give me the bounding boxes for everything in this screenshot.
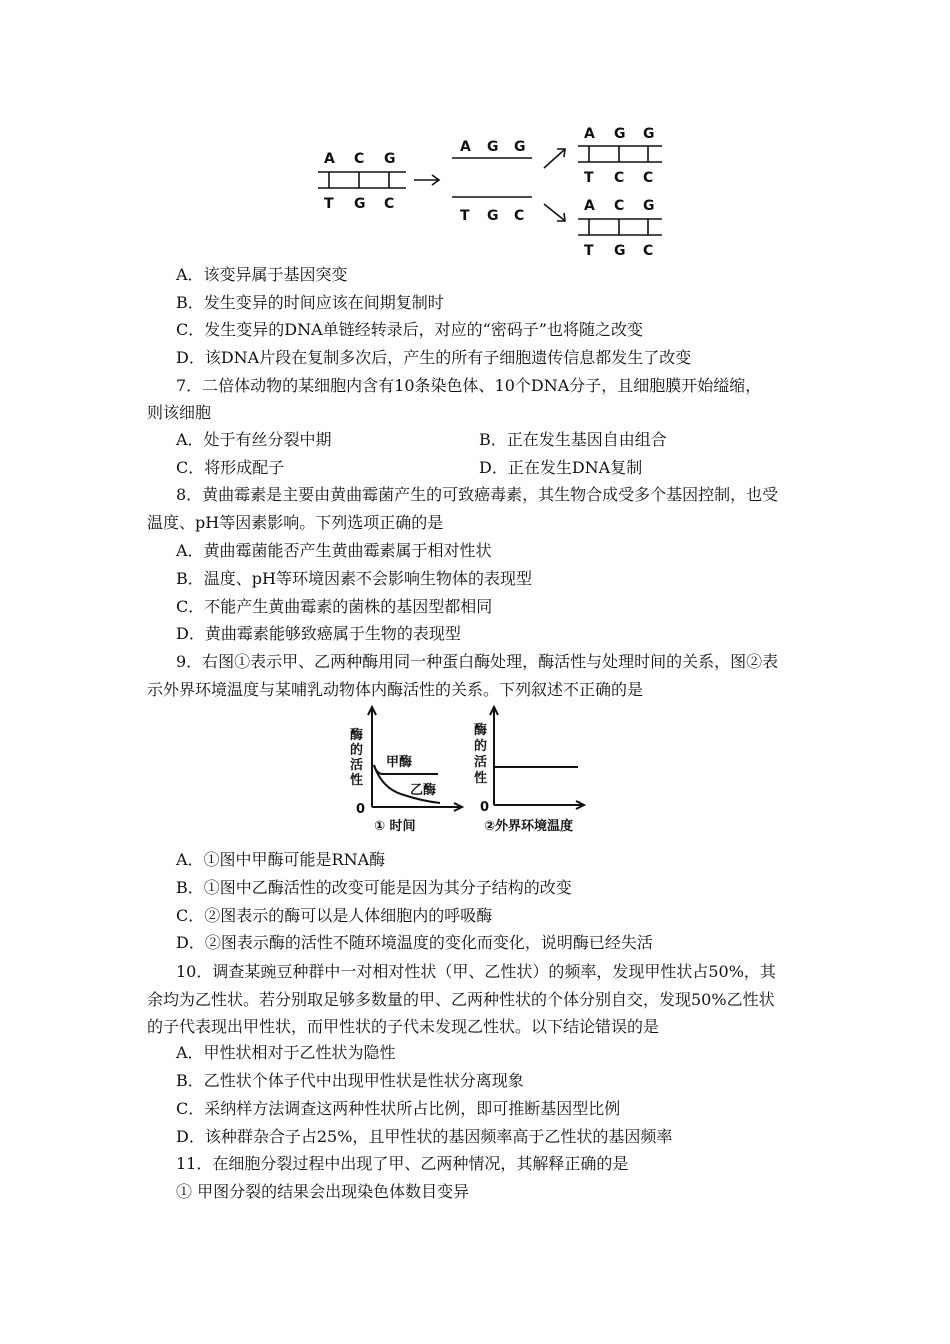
- q6-option-d: D．该DNA片段在复制多次后，产生的所有子细胞遗传信息都发生了改变: [176, 348, 692, 367]
- base-label: A: [324, 151, 335, 167]
- enzyme-activity-temperature-graph: [474, 703, 609, 835]
- base-label: G: [384, 151, 396, 167]
- q9-option-c: C．②图表示的酶可以是人体细胞内的呼吸酶: [176, 906, 493, 925]
- q10-stem: 10．调查某豌豆种群中一对相对性状（甲、乙性状）的频率，发现甲性状占50%，其: [176, 962, 776, 981]
- curve-label-yi: 乙酶: [410, 783, 437, 798]
- y-axis-label: 酶: [350, 728, 364, 743]
- q7-option-a: A．处于有丝分裂中期: [176, 430, 332, 449]
- base-label: C: [614, 198, 625, 214]
- y-axis-label: 酶: [474, 723, 488, 738]
- q8-option-a: A．黄曲霉菌能否产生黄曲霉素属于相对性状: [176, 541, 492, 560]
- q9-stem: 9．右图①表示甲、乙两种酶用同一种蛋白酶处理，酶活性与处理时间的关系，图②表: [176, 652, 779, 671]
- q11-item-1: ① 甲图分裂的结果会出现染色体数目变异: [176, 1182, 470, 1201]
- base-label: T: [324, 196, 334, 212]
- q10-option-c: C．采纳样方法调查这两种性状所占比例，即可推断基因型比例: [176, 1099, 621, 1118]
- base-label: A: [460, 139, 471, 155]
- base-label: G: [354, 196, 366, 212]
- base-label: C: [354, 151, 365, 167]
- q10-option-d: D．该种群杂合子占25%，且甲性状的基因频率高于乙性状的基因频率: [176, 1127, 673, 1146]
- enzyme-activity-time-graph: [348, 703, 468, 835]
- q9-option-b: B．①图中乙酶活性的改变可能是因为其分子结构的改变: [176, 878, 572, 897]
- y-axis-label: 活: [474, 755, 488, 770]
- base-label: T: [584, 170, 594, 186]
- q6-option-b: B．发生变异的时间应该在间期复制时: [176, 293, 444, 312]
- q10-option-b: B．乙性状个体子代中出现甲性状是性状分离现象: [176, 1071, 524, 1090]
- q8-option-b: B．温度、pH等环境因素不会影响生物体的表现型: [176, 569, 532, 588]
- origin-label: 0: [480, 800, 490, 815]
- base-label: G: [643, 126, 655, 142]
- base-label: G: [614, 243, 626, 259]
- q8-option-c: C．不能产生黄曲霉素的菌株的基因型都相同: [176, 597, 493, 616]
- q9-option-d: D．②图表示酶的活性不随环境温度的变化而变化，说明酶已经失活: [176, 933, 653, 952]
- base-label: C: [643, 243, 654, 259]
- base-label: T: [460, 208, 470, 224]
- q8-stem: 8．黄曲霉素是主要由黄曲霉菌产生的可致癌毒素，其生物合成受多个基因控制，也受: [176, 485, 779, 504]
- base-label: A: [584, 126, 595, 142]
- base-label: C: [643, 170, 654, 186]
- q10-option-a: A．甲性状相对于乙性状为隐性: [176, 1043, 396, 1062]
- base-label: T: [584, 243, 594, 259]
- q11-stem: 11．在细胞分裂过程中出现了甲、乙两种情况，其解释正确的是: [176, 1154, 629, 1173]
- q7-stem: 7．二倍体动物的某细胞内含有10条染色体、10个DNA分子，且细胞膜开始缢缩，: [176, 376, 762, 395]
- base-label: G: [487, 139, 499, 155]
- q7-stem-cont: 则该细胞: [147, 403, 212, 422]
- q8-option-d: D．黄曲霉素能够致癌属于生物的表现型: [176, 624, 461, 643]
- base-label: A: [584, 198, 595, 214]
- q6-option-a: A．该变异属于基因突变: [176, 265, 348, 284]
- q7-option-c: C．将形成配子: [176, 458, 285, 477]
- q7-option-d: D．正在发生DNA复制: [479, 458, 643, 477]
- x-axis-label: ① 时间: [374, 819, 416, 834]
- q9-stem-cont: 示外界环境温度与某哺乳动物体内酶活性的关系。下列叙述不正确的是: [147, 680, 644, 699]
- base-label: G: [643, 198, 655, 214]
- q10-stem-cont1: 余均为乙性状。若分别取足够多数量的甲、乙两种性状的个体分别自交，发现50%乙性状: [147, 990, 775, 1009]
- base-label: G: [614, 126, 626, 142]
- q6-option-c: C．发生变异的DNA单链经转录后，对应的“密码子”也将随之改变: [176, 320, 643, 339]
- curve-label-jia: 甲酶: [386, 755, 413, 770]
- q8-stem-cont: 温度、pH等因素影响。下列选项正确的是: [147, 513, 444, 532]
- q10-stem-cont2: 的子代表现出甲性状，而甲性状的子代未发现乙性状。以下结论错误的是: [147, 1017, 660, 1036]
- origin-label: 0: [356, 802, 366, 817]
- x-axis-label: ②外界环境温度: [484, 819, 574, 834]
- base-label: G: [514, 139, 526, 155]
- q7-option-b: B．正在发生基因自由组合: [479, 430, 667, 449]
- base-label: C: [384, 196, 395, 212]
- q9-option-a: A．①图中甲酶可能是RNA酶: [176, 850, 386, 869]
- base-label: G: [487, 208, 499, 224]
- y-axis-label: 性: [350, 773, 364, 788]
- y-axis-label: 性: [474, 771, 488, 786]
- dna-replication-figure: [310, 118, 680, 263]
- base-label: C: [514, 208, 525, 224]
- y-axis-label: 活: [350, 758, 364, 773]
- base-label: C: [614, 170, 625, 186]
- y-axis-label: 的: [474, 739, 488, 754]
- y-axis-label: 的: [350, 743, 364, 758]
